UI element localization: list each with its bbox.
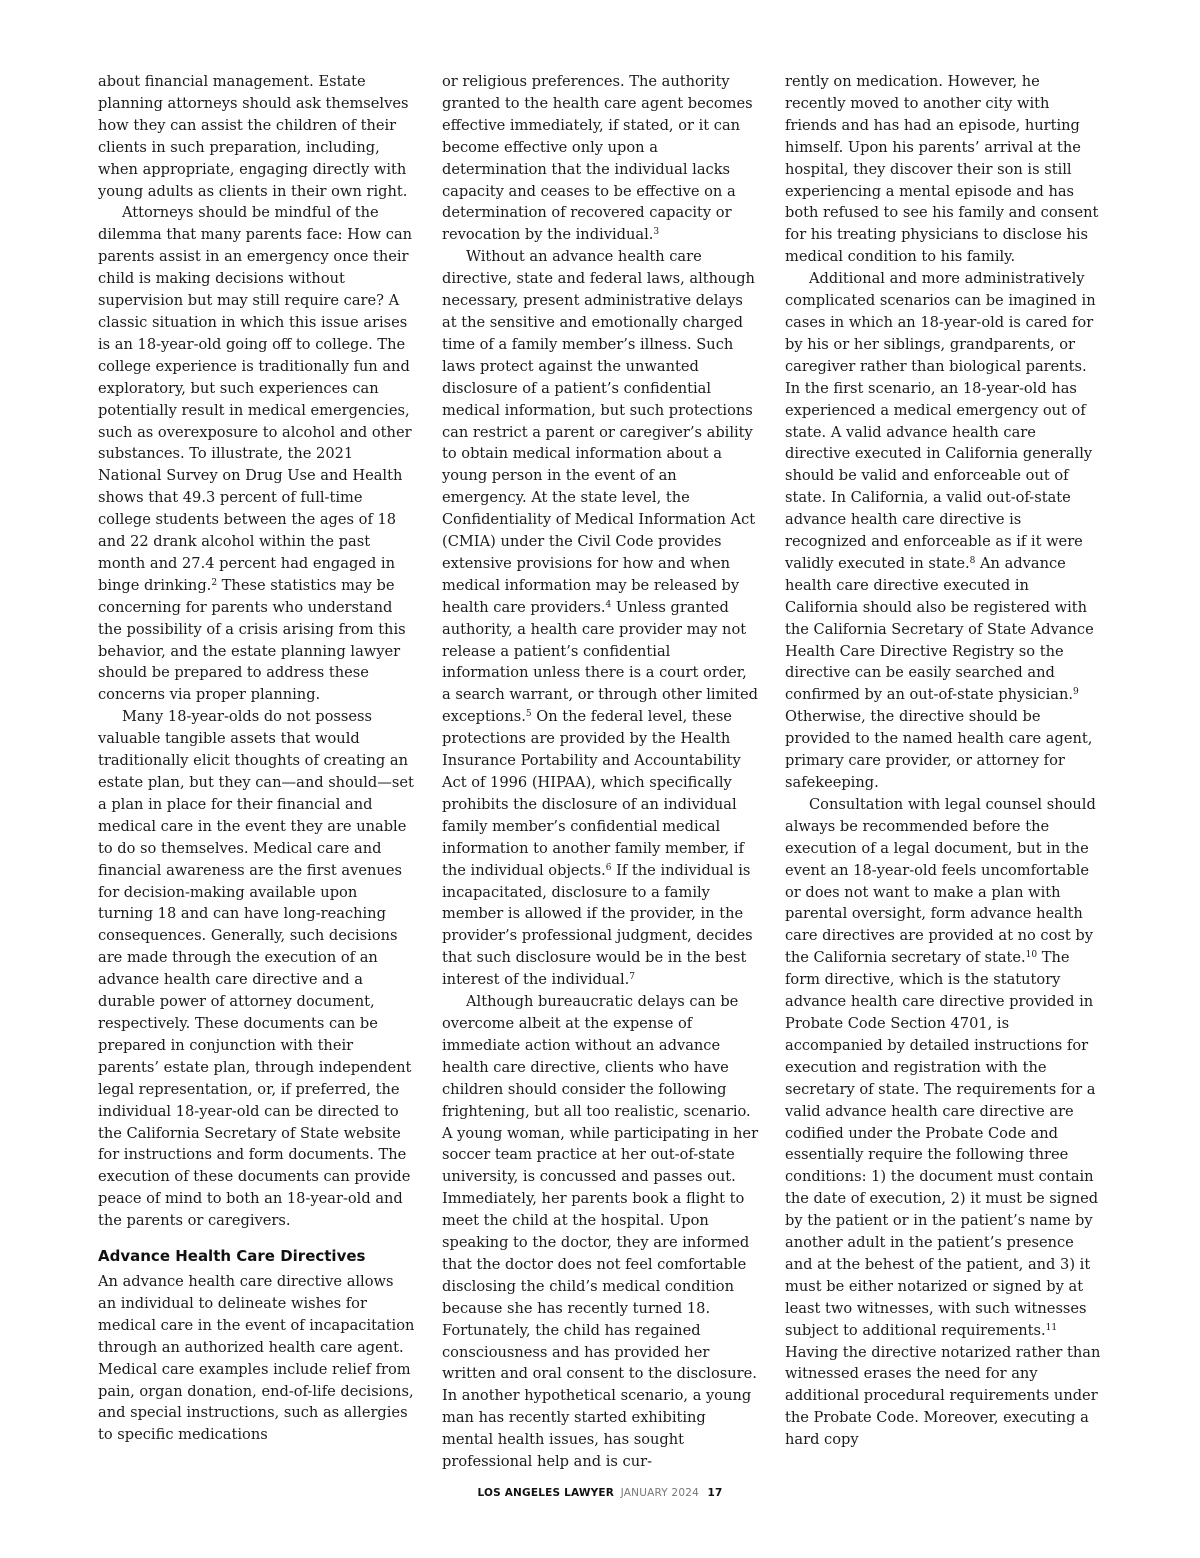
- issue-date: JANUARY 2024: [620, 1487, 699, 1499]
- paragraph: about financial management. Estate planning attorneys should ask themselves how they can assist the children of their clients in such preparation, including, when appropriate, engaging directly with young adults as clients in their own right.: [98, 73, 409, 200]
- paragraph: or religious preferences. The authority granted to the health care agent becomes effective immediately, if stated, or it can become effective only upon a determination that the individual lacks capacity and ceases to be effective on a determination of recovered capacity or revocation by the individual.$^3$: [442, 73, 753, 244]
- footnote-marker: 2: [211, 577, 218, 588]
- text-column-1: [98, 71, 416, 1446]
- footnote-marker: 5: [525, 709, 532, 720]
- footnote-marker: 9: [1072, 687, 1079, 698]
- paragraph: Although bureaucratic delays can be overcome albeit at the expense of immediate action without an advance health care directive, clients who have children should consider the following frightening, but all too realistic, scenario. A young woman, while participating in her soccer team practice at her out-of-state university, is concussed and passes out. Immediately, her parents book a flight to meet the child at the hospital. Upon speaking to the doctor, they are informed that the doctor does not feel comfortable disclosing the child’s medical condition because she has recently turned 18. Fortunately, the child has regained consciousness and has provided her written and oral consent to the disclosure. In another hypothetical scenario, a young man has recently started exhibiting mental health issues, has sought professional help and is cur-: [442, 993, 759, 1471]
- magazine-name: LOS ANGELES LAWYER: [477, 1487, 615, 1499]
- paragraph: An advance health care directive allows an individual to delineate wishes for medical care in the event of incapacitation through an authorized health care agent. Medical care examples include relief from pain, organ donation, end-of-life decisions, and special instructions, such as allergies to specific medications: [98, 1273, 415, 1444]
- footnote-marker: 10: [1025, 950, 1038, 961]
- footnote-marker: 7: [629, 972, 636, 983]
- paragraph: Many 18-year-olds do not possess valuable tangible assets that would traditionally elicit thoughts of creating an estate plan, but they can—and should—set a plan in place for their financial and medical care in the event they are unable to do so themselves. Medical care and financial awareness are the first avenues for decision-making available upon turning 18 and can have long-reaching consequences. Generally, such decisions are made through the execution of an advance health care directive and a durable power of attorney document, respectively. These documents can be prepared in conjunction with their parents’ estate plan, through independent legal representation, or, if preferred, the individual 18-year-old can be directed to the California Secretary of State website for instructions and form documents. The execution of these documents can provide peace of mind to both an 18-year-old and the parents or caregivers.: [98, 708, 414, 1230]
- section-heading: Advance Health Care Directives: [98, 1247, 366, 1266]
- paragraph: rently on medication. However, he recently moved to another city with friends and has had an episode, hurting himself. Upon his parents’ arrival at the hospital, they discover their son is still experiencing a mental episode and has both refused to see his family and consent for his treating physicians to disclose his medical condition to his family.: [785, 73, 1099, 266]
- footnote-marker: 3: [653, 227, 660, 238]
- footnote-marker: 11: [1045, 1322, 1058, 1333]
- paragraph: Consultation with legal counsel should always be recommended before the execution of a legal document, but in the event an 18-year-old feels uncomfortable or does not want to make a plan with parental oversight, form advance health care directives are provided at no cost by the California secretary of state.$^{10}$ The form directive, which is the statutory advance health care directive provided in Probate Code Section 4701, is accompanied by detailed instructions for execution and registration with the secretary of state. The requirements for a valid advance health care directive are codified under the Probate Code and essentially require the following three conditions: 1) the document must contain the date of execution, 2) it must be signed by the patient or in the patient’s name by another adult in the patient’s presence and at the behest of the patient, and 3) it must be either notarized or signed by at least two witnesses, with such witnesses subject to additional requirements.$^{11}$ Having the directive notarized rather than witnessed erases the need for any additional procedural requirements under the Probate Code. Moreover, executing a hard copy: [785, 795, 1101, 1449]
- text-column-2: [442, 71, 760, 1473]
- footnote-marker: 6: [605, 862, 612, 873]
- paragraph: Additional and more administratively complicated scenarios can be imagined in cases in which an 18-year-old is cared for by his or her siblings, grandparents, or caregiver rather than biological parents. In the first scenario, an 18-year-old has experienced a medical emergency out of state. A valid advance health care directive executed in California generally should be valid and enforceable out of state. In California, a valid out-of-state advance health care directive is recognized and enforceable as if it were validly executed in state.$^8$ An advance health care directive executed in California should also be registered with the California Secretary of State Advance Health Care Directive Registry so the directive can be easily searched and confirmed by an out-of-state physician.$^9$ Otherwise, the directive should be provided to the named health care agent, primary care provider, or attorney for safekeeping.: [785, 270, 1096, 791]
- paragraph: Attorneys should be mindful of the dilemma that many parents face: How can parents assist in an emergency once their child is making decisions without supervision but may still require care? A classic situation in which this issue arises is an 18-year-old going off to college. The college experience is traditionally fun and exploratory, but such experiences can potentially result in medical emergencies, such as overexposure to alcohol and other substances. To illustrate, the 2021 National Survey on Drug Use and Health shows that 49.3 percent of full-time college students between the ages of 18 and 22 drank alcohol within the past month and 27.4 percent had engaged in binge drinking.$^2$ These statistics may be concerning for parents who understand the possibility of a crisis arising from this behavior, and the estate planning lawyer should be prepared to address these concerns via proper planning.: [98, 204, 413, 704]
- footnote-marker: 8: [969, 555, 976, 566]
- page-number: 17: [707, 1487, 723, 1499]
- text-column-3: [785, 71, 1103, 1451]
- paragraph: Without an advance health care directive, state and federal laws, although necessary, present administrative delays at the sensitive and emotionally charged time of a family member’s illness. Such laws protect against the unwanted disclosure of a patient’s confidential medical information, but such protections can restrict a parent or caregiver’s ability to obtain medical information about a young person in the event of an emergency. At the state level, the Confidentiality of Medical Information Act (CMIA) under the Civil Code provides extensive provisions for how and when medical information may be released by health care providers.$^4$ Unless granted authority, a health care provider may not release a patient’s confidential information unless there is a court order, a search warrant, or through other limited exceptions.$^5$ On the federal level, these protections are provided by the Health Insurance Portability and Accountability Act of 1996 (HIPAA), which specifically prohibits the disclosure of an individual family member’s confidential medical information to another family member, if the individual objects.$^6$ If the individual is incapacitated, disclosure to a family member is allowed if the provider, in the provider’s professional judgment, decides that such disclosure would be in the best interest of the individual.$^7$: [442, 248, 758, 989]
- page-footer: [0, 1487, 1200, 1499]
- footnote-marker: 4: [605, 599, 612, 610]
